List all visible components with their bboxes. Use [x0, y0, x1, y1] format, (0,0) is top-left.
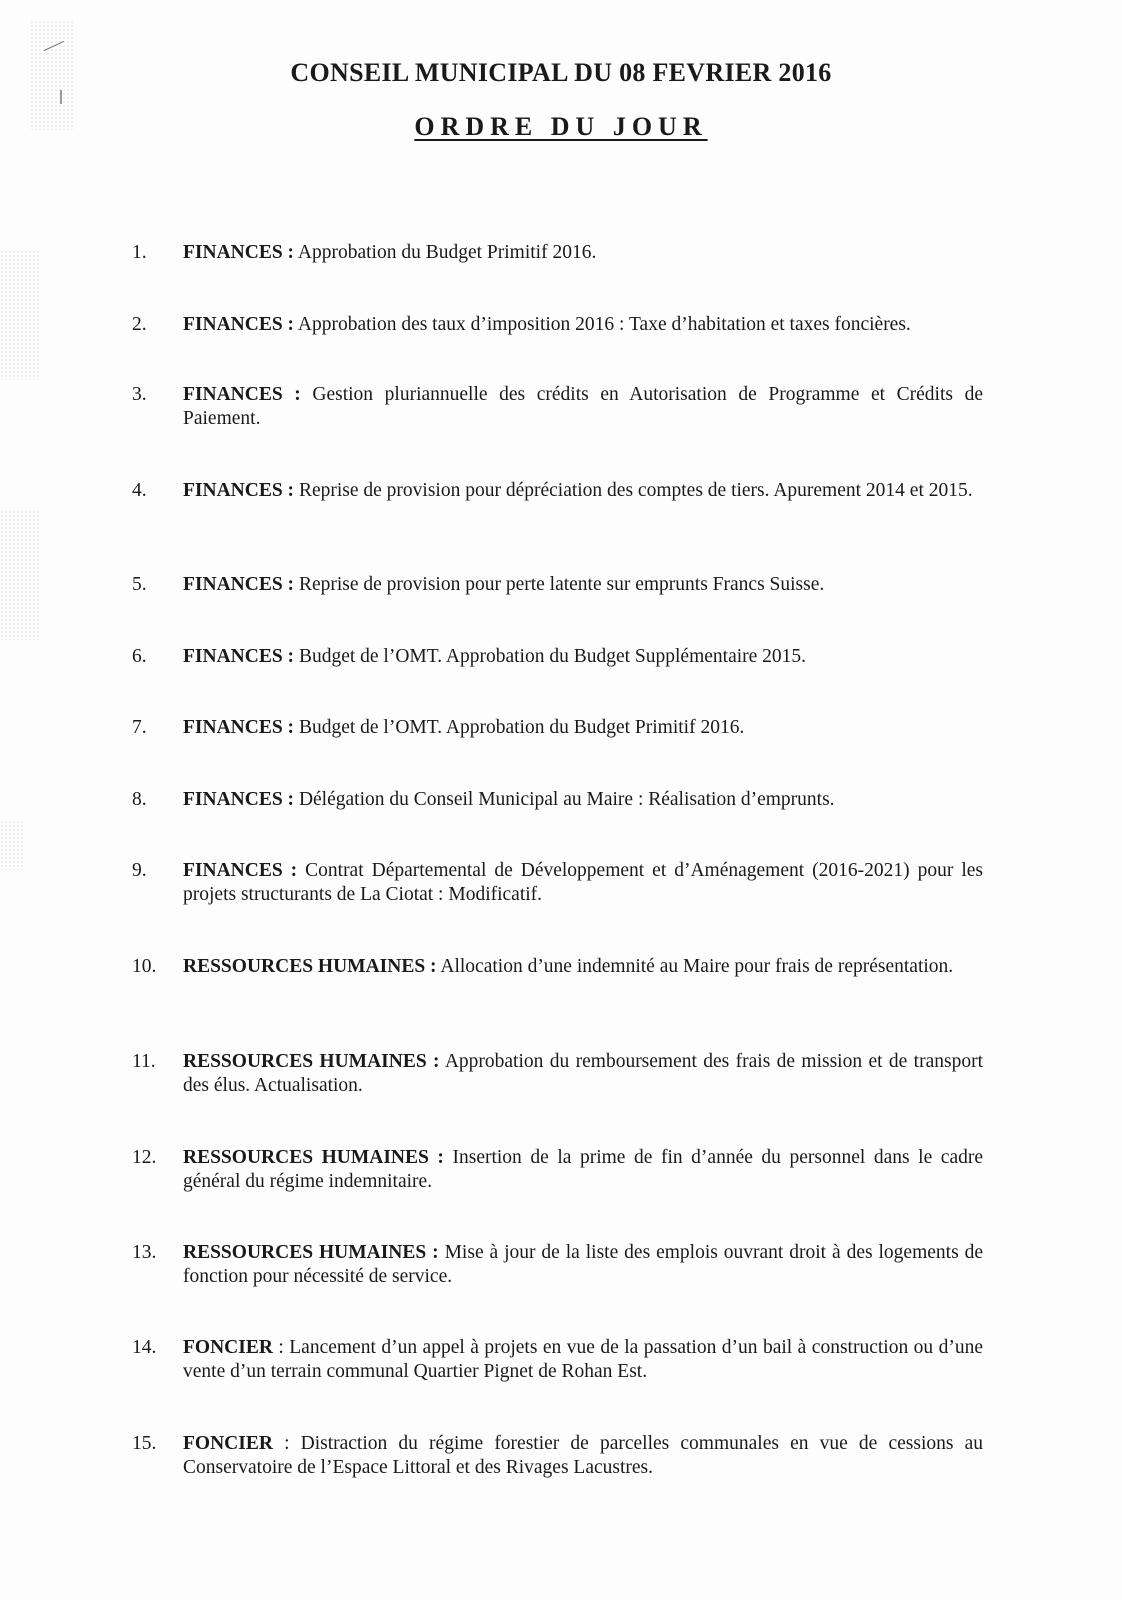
- item-number: 8.: [132, 789, 147, 810]
- item-number: 6.: [132, 646, 147, 667]
- item-description: Budget de l’OMT. Approbation du Budget Primitif 2016.: [298, 717, 745, 738]
- item-category: FINANCES :: [183, 384, 301, 405]
- item-number: 5.: [132, 574, 147, 595]
- item-text: [183, 241, 983, 265]
- item-category: FINANCES :: [183, 314, 295, 335]
- item-text: [183, 1050, 983, 1098]
- item-category: FINANCES :: [183, 646, 295, 667]
- agenda-heading-text: ORDRE DU JOUR: [414, 112, 708, 141]
- item-text: [183, 716, 983, 740]
- item-category: FINANCES :: [183, 574, 295, 595]
- item-description: Gestion pluriannuelle des crédits en Autorisation de Programme et Crédits de Paiement.: [183, 384, 983, 429]
- item-category: RESSOURCES HUMAINES :: [183, 1051, 440, 1072]
- item-category: FINANCES :: [183, 789, 295, 810]
- item-description: Insertion de la prime de fin d’année du personnel dans le cadre général du régime indemnitaire.: [183, 1147, 983, 1192]
- item-category: FINANCES :: [183, 717, 295, 738]
- item-text: [183, 1432, 983, 1480]
- item-text: [183, 383, 983, 431]
- agenda-heading: [0, 112, 1122, 142]
- item-number: 14.: [132, 1337, 157, 1358]
- item-category: FONCIER: [183, 1337, 273, 1358]
- item-text: [183, 645, 983, 669]
- item-text: [183, 1336, 983, 1384]
- item-category: RESSOURCES HUMAINES :: [183, 1147, 444, 1168]
- item-description: Reprise de provision pour perte latente sur emprunts Francs Suisse.: [298, 574, 825, 595]
- item-category: FINANCES :: [183, 480, 295, 501]
- item-description: Approbation des taux d’imposition 2016 : Taxe d’habitation et taxes foncières.: [297, 314, 911, 335]
- item-category: RESSOURCES HUMAINES :: [183, 956, 437, 977]
- item-text: [183, 313, 983, 337]
- item-description: Mise à jour de la liste des emplois ouvrant droit à des logements de fonction pour nécessité de service.: [183, 1242, 983, 1287]
- item-text: [183, 955, 983, 979]
- item-description: Délégation du Conseil Municipal au Maire : Réalisation d’emprunts.: [298, 789, 835, 810]
- item-number: 9.: [132, 860, 147, 881]
- item-number: 2.: [132, 314, 147, 335]
- item-text: [183, 573, 983, 597]
- item-text: [183, 788, 983, 812]
- item-text: [183, 479, 983, 503]
- scan-artifact: [0, 250, 40, 380]
- pen-mark: [60, 90, 62, 104]
- item-text: [183, 1146, 983, 1194]
- item-number: 13.: [132, 1242, 157, 1263]
- item-text: [183, 859, 983, 907]
- item-number: 11.: [132, 1051, 156, 1072]
- item-number: 4.: [132, 480, 147, 501]
- item-description: Approbation du remboursement des frais de mission et de transport des élus. Actualisation.: [183, 1051, 983, 1096]
- item-description: Reprise de provision pour dépréciation des comptes de tiers. Apurement 2014 et 2015.: [298, 480, 973, 501]
- item-description: Approbation du Budget Primitif 2016.: [297, 242, 597, 263]
- item-number: 7.: [132, 717, 147, 738]
- page-title: CONSEIL MUNICIPAL DU 08 FEVRIER 2016: [290, 58, 832, 87]
- item-number: 1.: [132, 242, 147, 263]
- scan-artifact: [0, 510, 40, 640]
- item-text: [183, 1241, 983, 1289]
- item-description: : Distraction du régime forestier de parcelles communales en vue de cessions au Conservatoire de l’Espace Littoral et des Rivages Lacustres.: [183, 1433, 984, 1478]
- item-number: 3.: [132, 384, 147, 405]
- item-category: FONCIER: [183, 1433, 273, 1454]
- item-description: : Lancement d’un appel à projets en vue de la passation d’un bail à construction ou d’une vente d’un terrain communal Quartier Pignet de Rohan Est.: [183, 1337, 984, 1382]
- item-number: 10.: [132, 956, 157, 977]
- scan-artifact: [0, 820, 25, 870]
- item-description: Contrat Départemental de Développement et d’Aménagement (2016-2021) pour les projets structurants de La Ciotat : Modificatif.: [183, 860, 983, 905]
- item-number: 15.: [132, 1433, 157, 1454]
- item-category: RESSOURCES HUMAINES :: [183, 1242, 439, 1263]
- item-category: FINANCES :: [183, 242, 295, 263]
- item-description: Budget de l’OMT. Approbation du Budget Supplémentaire 2015.: [298, 646, 807, 667]
- item-description: Allocation d’une indemnité au Maire pour frais de représentation.: [440, 956, 954, 977]
- item-category: FINANCES :: [183, 860, 298, 881]
- item-number: 12.: [132, 1147, 157, 1168]
